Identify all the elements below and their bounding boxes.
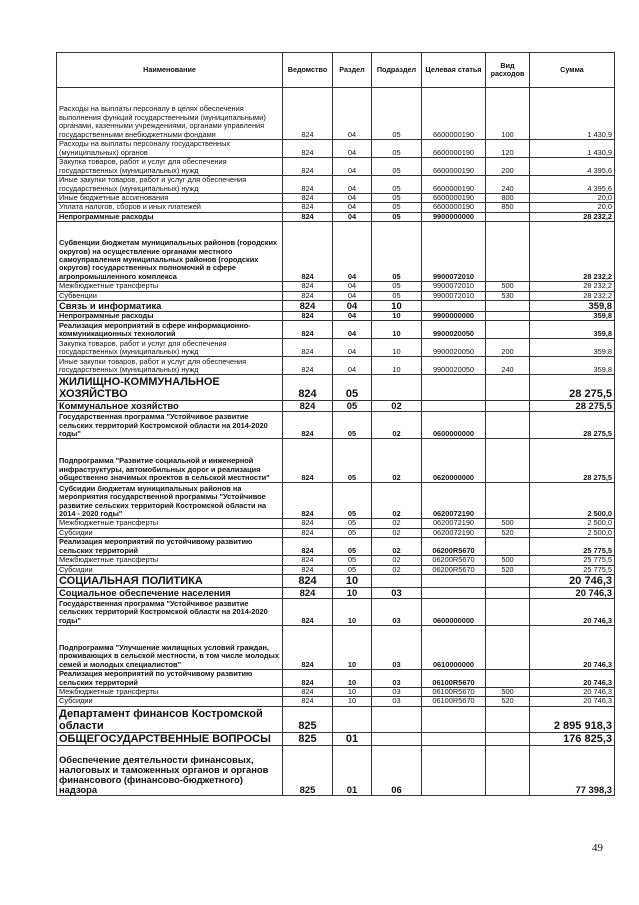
table-row <box>57 194 615 203</box>
cell-podrazdel: 05 <box>372 212 422 221</box>
table-row <box>57 706 615 732</box>
cell-summa: 2 895 918,3 <box>530 706 615 732</box>
cell-summa: 4 395,6 <box>530 176 615 194</box>
cell-podrazdel: 10 <box>372 301 422 312</box>
cell-summa: 25 775,5 <box>530 556 615 565</box>
cell-summa: 176 825,3 <box>530 732 615 745</box>
cell-celevaya-statya: 06200R5670 <box>422 538 486 556</box>
cell-vedomstvo: 824 <box>283 375 333 401</box>
cell-razdel: 04 <box>333 301 372 312</box>
cell-vid-rashodov <box>486 575 530 588</box>
table-row <box>57 401 615 412</box>
cell-vedomstvo: 825 <box>283 706 333 732</box>
cell-name: Субсидии <box>57 565 283 574</box>
cell-name: Закупка товаров, работ и услуг для обеспечения государственных (муниципальных) нужд <box>57 158 283 176</box>
cell-razdel: 05 <box>333 412 372 439</box>
table-row <box>57 528 615 537</box>
cell-vid-rashodov <box>486 706 530 732</box>
cell-name: Межбюджетные трансферты <box>57 688 283 697</box>
cell-vedomstvo: 824 <box>283 222 333 282</box>
cell-celevaya-statya: 0610000000 <box>422 626 486 670</box>
header-vid-rashodov: Вид расходов <box>486 53 530 88</box>
cell-vedomstvo: 824 <box>283 282 333 291</box>
cell-vid-rashodov: 520 <box>486 697 530 706</box>
cell-celevaya-statya <box>422 375 486 401</box>
table-row <box>57 339 615 357</box>
cell-podrazdel: 06 <box>372 745 422 795</box>
cell-summa: 20 746,3 <box>530 599 615 626</box>
cell-celevaya-statya: 0620072190 <box>422 519 486 528</box>
cell-vedomstvo: 824 <box>283 697 333 706</box>
cell-razdel: 04 <box>333 176 372 194</box>
cell-podrazdel: 05 <box>372 176 422 194</box>
cell-vid-rashodov <box>486 375 530 401</box>
cell-celevaya-statya <box>422 301 486 312</box>
cell-celevaya-statya <box>422 732 486 745</box>
table-row <box>57 176 615 194</box>
cell-vid-rashodov: 500 <box>486 688 530 697</box>
cell-celevaya-statya: 06100R5670 <box>422 670 486 688</box>
cell-summa: 20 746,3 <box>530 697 615 706</box>
cell-celevaya-statya <box>422 706 486 732</box>
table-row <box>57 375 615 401</box>
cell-summa: 28 232,2 <box>530 282 615 291</box>
cell-name: Подпрограмма "Развитие социальной и инженерной инфраструктуры, автомобильных дорог и реализация общественно значимых проектов в сельской местности" <box>57 439 283 483</box>
cell-vedomstvo: 824 <box>283 599 333 626</box>
cell-razdel: 04 <box>333 203 372 212</box>
cell-podrazdel <box>372 575 422 588</box>
cell-summa: 2 500,0 <box>530 528 615 537</box>
cell-podrazdel: 05 <box>372 282 422 291</box>
cell-vid-rashodov: 200 <box>486 339 530 357</box>
header-podrazdel: Подраздел <box>372 53 422 88</box>
cell-vedomstvo: 824 <box>283 312 333 321</box>
cell-razdel: 10 <box>333 688 372 697</box>
table-row <box>57 697 615 706</box>
cell-name: Реализация мероприятий в сфере информационно-коммуникационных технологий <box>57 321 283 339</box>
cell-celevaya-statya: 6600000190 <box>422 194 486 203</box>
cell-vid-rashodov: 500 <box>486 282 530 291</box>
cell-vedomstvo: 824 <box>283 519 333 528</box>
table-row <box>57 483 615 519</box>
cell-vid-rashodov <box>486 538 530 556</box>
cell-razdel: 10 <box>333 697 372 706</box>
table-row <box>57 301 615 312</box>
cell-summa: 77 398,3 <box>530 745 615 795</box>
cell-name: Обеспечение деятельности финансовых, налоговых и таможенных органов и органов финансового (финансово-бюджетного) надзора <box>57 745 283 795</box>
cell-podrazdel: 02 <box>372 538 422 556</box>
cell-celevaya-statya: 9900020050 <box>422 321 486 339</box>
cell-summa: 28 232,2 <box>530 212 615 221</box>
cell-celevaya-statya: 0600000000 <box>422 412 486 439</box>
cell-razdel: 10 <box>333 575 372 588</box>
cell-razdel: 10 <box>333 626 372 670</box>
cell-celevaya-statya: 06100R5670 <box>422 697 486 706</box>
cell-name: Непрограммные расходы <box>57 212 283 221</box>
cell-celevaya-statya: 0620072190 <box>422 483 486 519</box>
table-row <box>57 538 615 556</box>
table-row <box>57 312 615 321</box>
header-razdel: Раздел <box>333 53 372 88</box>
cell-podrazdel: 10 <box>372 339 422 357</box>
cell-razdel: 04 <box>333 194 372 203</box>
cell-podrazdel: 05 <box>372 158 422 176</box>
cell-razdel: 05 <box>333 528 372 537</box>
cell-vedomstvo: 824 <box>283 688 333 697</box>
table-row <box>57 357 615 375</box>
cell-vedomstvo: 824 <box>283 439 333 483</box>
cell-celevaya-statya: 9900072010 <box>422 222 486 282</box>
cell-podrazdel <box>372 706 422 732</box>
cell-podrazdel: 05 <box>372 222 422 282</box>
cell-vid-rashodov <box>486 321 530 339</box>
cell-summa: 359,8 <box>530 339 615 357</box>
cell-vedomstvo: 824 <box>283 291 333 300</box>
cell-celevaya-statya: 06200R5670 <box>422 565 486 574</box>
cell-podrazdel: 03 <box>372 688 422 697</box>
cell-podrazdel: 10 <box>372 357 422 375</box>
cell-razdel: 04 <box>333 282 372 291</box>
table-row <box>57 670 615 688</box>
page-number: 49 <box>592 842 603 854</box>
cell-vedomstvo: 824 <box>283 357 333 375</box>
cell-vedomstvo: 824 <box>283 158 333 176</box>
cell-name: Связь и информатика <box>57 301 283 312</box>
cell-name: Межбюджетные трансферты <box>57 519 283 528</box>
cell-podrazdel: 02 <box>372 556 422 565</box>
cell-vedomstvo: 824 <box>283 588 333 599</box>
cell-name: СОЦИАЛЬНАЯ ПОЛИТИКА <box>57 575 283 588</box>
cell-name: Расходы на выплаты персоналу государственных (муниципальных) органов <box>57 140 283 158</box>
cell-vid-rashodov: 500 <box>486 519 530 528</box>
cell-vedomstvo: 824 <box>283 203 333 212</box>
cell-summa: 359,8 <box>530 321 615 339</box>
table-row <box>57 439 615 483</box>
cell-podrazdel: 02 <box>372 483 422 519</box>
cell-razdel <box>333 706 372 732</box>
cell-summa: 2 500,0 <box>530 483 615 519</box>
cell-razdel: 04 <box>333 140 372 158</box>
table-row <box>57 222 615 282</box>
table-row <box>57 556 615 565</box>
cell-celevaya-statya: 9900000000 <box>422 212 486 221</box>
cell-summa: 20 746,3 <box>530 588 615 599</box>
cell-vid-rashodov: 200 <box>486 158 530 176</box>
cell-name: Реализация мероприятий по устойчивому развитию сельских территорий <box>57 670 283 688</box>
cell-celevaya-statya: 9900020050 <box>422 357 486 375</box>
cell-name: Государственная программа "Устойчивое развитие сельских территорий Костромской области на 2014-2020 годы" <box>57 599 283 626</box>
cell-podrazdel: 02 <box>372 439 422 483</box>
cell-razdel: 05 <box>333 538 372 556</box>
table-row <box>57 203 615 212</box>
header-summa: Сумма <box>530 53 615 88</box>
cell-summa: 20 746,3 <box>530 688 615 697</box>
cell-name: Социальное обеспечение населения <box>57 588 283 599</box>
cell-razdel: 04 <box>333 158 372 176</box>
cell-vid-rashodov <box>486 212 530 221</box>
cell-celevaya-statya: 9900072010 <box>422 282 486 291</box>
cell-vid-rashodov: 520 <box>486 565 530 574</box>
cell-summa: 28 232,2 <box>530 291 615 300</box>
cell-vid-rashodov: 500 <box>486 556 530 565</box>
cell-razdel: 04 <box>333 212 372 221</box>
cell-vid-rashodov: 530 <box>486 291 530 300</box>
cell-celevaya-statya: 6600000190 <box>422 203 486 212</box>
cell-summa: 28 275,5 <box>530 439 615 483</box>
table-row <box>57 626 615 670</box>
cell-podrazdel: 02 <box>372 565 422 574</box>
cell-name: Коммунальное хозяйство <box>57 401 283 412</box>
cell-razdel: 10 <box>333 588 372 599</box>
cell-vedomstvo: 824 <box>283 575 333 588</box>
cell-razdel: 05 <box>333 565 372 574</box>
cell-vid-rashodov <box>486 745 530 795</box>
table-row <box>57 321 615 339</box>
cell-razdel: 10 <box>333 670 372 688</box>
cell-vid-rashodov <box>486 412 530 439</box>
cell-razdel: 05 <box>333 483 372 519</box>
cell-razdel: 10 <box>333 599 372 626</box>
cell-vedomstvo: 824 <box>283 565 333 574</box>
cell-vid-rashodov: 850 <box>486 203 530 212</box>
cell-razdel: 05 <box>333 439 372 483</box>
cell-podrazdel: 05 <box>372 203 422 212</box>
cell-vid-rashodov <box>486 626 530 670</box>
cell-podrazdel <box>372 732 422 745</box>
table-row <box>57 412 615 439</box>
cell-name: ЖИЛИЩНО-КОММУНАЛЬНОЕ ХОЗЯЙСТВО <box>57 375 283 401</box>
cell-name: Государственная программа "Устойчивое развитие сельских территорий Костромской области на 2014-2020 годы" <box>57 412 283 439</box>
cell-summa: 20 746,3 <box>530 626 615 670</box>
table-header-row <box>57 53 615 88</box>
cell-summa: 28 275,5 <box>530 412 615 439</box>
cell-razdel: 05 <box>333 556 372 565</box>
table-row <box>57 212 615 221</box>
cell-vedomstvo: 824 <box>283 140 333 158</box>
cell-celevaya-statya: 9900072010 <box>422 291 486 300</box>
cell-razdel: 01 <box>333 745 372 795</box>
cell-vedomstvo: 824 <box>283 556 333 565</box>
cell-vid-rashodov: 240 <box>486 357 530 375</box>
cell-razdel: 04 <box>333 291 372 300</box>
header-celevaya-statya: Целевая статья <box>422 53 486 88</box>
table-row <box>57 732 615 745</box>
cell-vid-rashodov <box>486 599 530 626</box>
cell-razdel: 04 <box>333 339 372 357</box>
cell-razdel: 04 <box>333 321 372 339</box>
table-row <box>57 599 615 626</box>
cell-razdel: 04 <box>333 357 372 375</box>
cell-celevaya-statya: 06200R5670 <box>422 556 486 565</box>
cell-vedomstvo: 824 <box>283 483 333 519</box>
cell-celevaya-statya: 6600000190 <box>422 176 486 194</box>
cell-razdel: 05 <box>333 401 372 412</box>
cell-celevaya-statya: 6600000190 <box>422 88 486 140</box>
cell-celevaya-statya: 0600000000 <box>422 599 486 626</box>
cell-name: Иные закупки товаров, работ и услуг для обеспечения государственных (муниципальных) нужд <box>57 176 283 194</box>
cell-name: Субсидии <box>57 697 283 706</box>
cell-name: Субсидии бюджетам муниципальных районов на мероприятия государственной программы "Устойчивое развитие сельских территорий Костромской области на 2014 - 2020 годы" <box>57 483 283 519</box>
cell-vedomstvo: 824 <box>283 670 333 688</box>
budget-table-sheet <box>56 52 614 796</box>
cell-celevaya-statya <box>422 401 486 412</box>
cell-summa: 20 746,3 <box>530 670 615 688</box>
cell-celevaya-statya: 9900020050 <box>422 339 486 357</box>
cell-podrazdel: 05 <box>372 291 422 300</box>
cell-summa: 1 430,9 <box>530 88 615 140</box>
table-row <box>57 88 615 140</box>
cell-vid-rashodov <box>486 732 530 745</box>
cell-vid-rashodov <box>486 483 530 519</box>
cell-name: Межбюджетные трансферты <box>57 282 283 291</box>
cell-razdel: 05 <box>333 519 372 528</box>
cell-vid-rashodov <box>486 301 530 312</box>
cell-vedomstvo: 824 <box>283 321 333 339</box>
cell-summa: 20,0 <box>530 203 615 212</box>
cell-razdel: 05 <box>333 375 372 401</box>
cell-vid-rashodov: 120 <box>486 140 530 158</box>
cell-podrazdel: 02 <box>372 412 422 439</box>
cell-summa: 359,8 <box>530 357 615 375</box>
cell-summa: 20 746,3 <box>530 575 615 588</box>
table-row <box>57 291 615 300</box>
table-row <box>57 575 615 588</box>
table-row <box>57 688 615 697</box>
cell-name: Департамент финансов Костромской области <box>57 706 283 732</box>
table-row <box>57 745 615 795</box>
cell-celevaya-statya: 06100R5670 <box>422 688 486 697</box>
table-row <box>57 588 615 599</box>
cell-summa: 1 430,9 <box>530 140 615 158</box>
cell-vid-rashodov: 520 <box>486 528 530 537</box>
table-row <box>57 519 615 528</box>
cell-celevaya-statya: 6600000190 <box>422 140 486 158</box>
cell-name: Субвенции <box>57 291 283 300</box>
budget-table <box>56 52 615 796</box>
cell-podrazdel: 02 <box>372 519 422 528</box>
cell-celevaya-statya: 0620072190 <box>422 528 486 537</box>
cell-celevaya-statya <box>422 575 486 588</box>
table-row <box>57 282 615 291</box>
cell-name: Непрограммные расходы <box>57 312 283 321</box>
cell-celevaya-statya: 9900000000 <box>422 312 486 321</box>
table-row <box>57 158 615 176</box>
cell-celevaya-statya: 0620000000 <box>422 439 486 483</box>
cell-vid-rashodov <box>486 439 530 483</box>
cell-name: Субсидии <box>57 528 283 537</box>
cell-summa: 25 775,5 <box>530 565 615 574</box>
cell-summa: 4 395,6 <box>530 158 615 176</box>
cell-vedomstvo: 824 <box>283 626 333 670</box>
cell-vid-rashodov <box>486 588 530 599</box>
cell-vid-rashodov: 100 <box>486 88 530 140</box>
cell-vedomstvo: 824 <box>283 401 333 412</box>
cell-vid-rashodov <box>486 222 530 282</box>
cell-razdel: 04 <box>333 88 372 140</box>
header-vedomstvo: Ведомство <box>283 53 333 88</box>
cell-podrazdel: 03 <box>372 588 422 599</box>
table-row <box>57 140 615 158</box>
cell-vedomstvo: 825 <box>283 745 333 795</box>
cell-vid-rashodov <box>486 401 530 412</box>
cell-name: Уплата налогов, сборов и иных платежей <box>57 203 283 212</box>
cell-vedomstvo: 824 <box>283 412 333 439</box>
cell-vedomstvo: 824 <box>283 301 333 312</box>
cell-vid-rashodov <box>486 670 530 688</box>
cell-vid-rashodov: 800 <box>486 194 530 203</box>
cell-summa: 28 232,2 <box>530 222 615 282</box>
cell-vedomstvo: 824 <box>283 194 333 203</box>
cell-summa: 359,8 <box>530 301 615 312</box>
cell-podrazdel: 02 <box>372 528 422 537</box>
cell-name: Иные закупки товаров, работ и услуг для обеспечения государственных (муниципальных) нужд <box>57 357 283 375</box>
cell-summa: 2 500,0 <box>530 519 615 528</box>
cell-podrazdel: 05 <box>372 194 422 203</box>
cell-name: ОБЩЕГОСУДАРСТВЕННЫЕ ВОПРОСЫ <box>57 732 283 745</box>
cell-podrazdel: 05 <box>372 88 422 140</box>
cell-podrazdel: 03 <box>372 697 422 706</box>
cell-vedomstvo: 824 <box>283 528 333 537</box>
cell-razdel: 01 <box>333 732 372 745</box>
cell-vedomstvo: 824 <box>283 339 333 357</box>
cell-summa: 28 275,5 <box>530 375 615 401</box>
header-name: Наименование <box>57 53 283 88</box>
cell-vid-rashodov <box>486 312 530 321</box>
cell-podrazdel: 03 <box>372 626 422 670</box>
cell-summa: 28 275,5 <box>530 401 615 412</box>
cell-name: Иные бюджетные ассигнования <box>57 194 283 203</box>
cell-name: Реализация мероприятий по устойчивому развитию сельских территорий <box>57 538 283 556</box>
cell-podrazdel: 03 <box>372 599 422 626</box>
cell-podrazdel: 10 <box>372 321 422 339</box>
cell-name: Субвенции бюджетам муниципальных районов (городских округов) на осуществление органами местного самоуправления муниципальных районов (городских округов) государственных полномочий в сфере агропромышленного комплекса <box>57 222 283 282</box>
cell-vid-rashodov: 240 <box>486 176 530 194</box>
cell-podrazdel: 02 <box>372 401 422 412</box>
table-body <box>57 88 615 796</box>
cell-razdel: 04 <box>333 222 372 282</box>
cell-vedomstvo: 824 <box>283 176 333 194</box>
cell-name: Закупка товаров, работ и услуг для обеспечения государственных (муниципальных) нужд <box>57 339 283 357</box>
cell-vedomstvo: 824 <box>283 212 333 221</box>
cell-name: Подпрограмма "Улучшение жилищных условий граждан, проживающих в сельской местности, в том числе молодых семей и молодых специалистов" <box>57 626 283 670</box>
cell-razdel: 04 <box>333 312 372 321</box>
cell-podrazdel: 10 <box>372 312 422 321</box>
cell-summa: 20,0 <box>530 194 615 203</box>
cell-vedomstvo: 824 <box>283 88 333 140</box>
cell-summa: 359,8 <box>530 312 615 321</box>
cell-vedomstvo: 825 <box>283 732 333 745</box>
cell-name: Межбюджетные трансферты <box>57 556 283 565</box>
cell-podrazdel: 05 <box>372 140 422 158</box>
cell-celevaya-statya <box>422 588 486 599</box>
cell-vedomstvo: 824 <box>283 538 333 556</box>
cell-summa: 25 775,5 <box>530 538 615 556</box>
table-row <box>57 565 615 574</box>
cell-celevaya-statya: 6600000190 <box>422 158 486 176</box>
cell-podrazdel <box>372 375 422 401</box>
cell-celevaya-statya <box>422 745 486 795</box>
cell-name: Расходы на выплаты персоналу в целях обеспечения выполнения функций государственными (муниципальными) органами, казенными учреждениями, органами управления государственными внебюджетными фондами <box>57 88 283 140</box>
cell-podrazdel: 03 <box>372 670 422 688</box>
